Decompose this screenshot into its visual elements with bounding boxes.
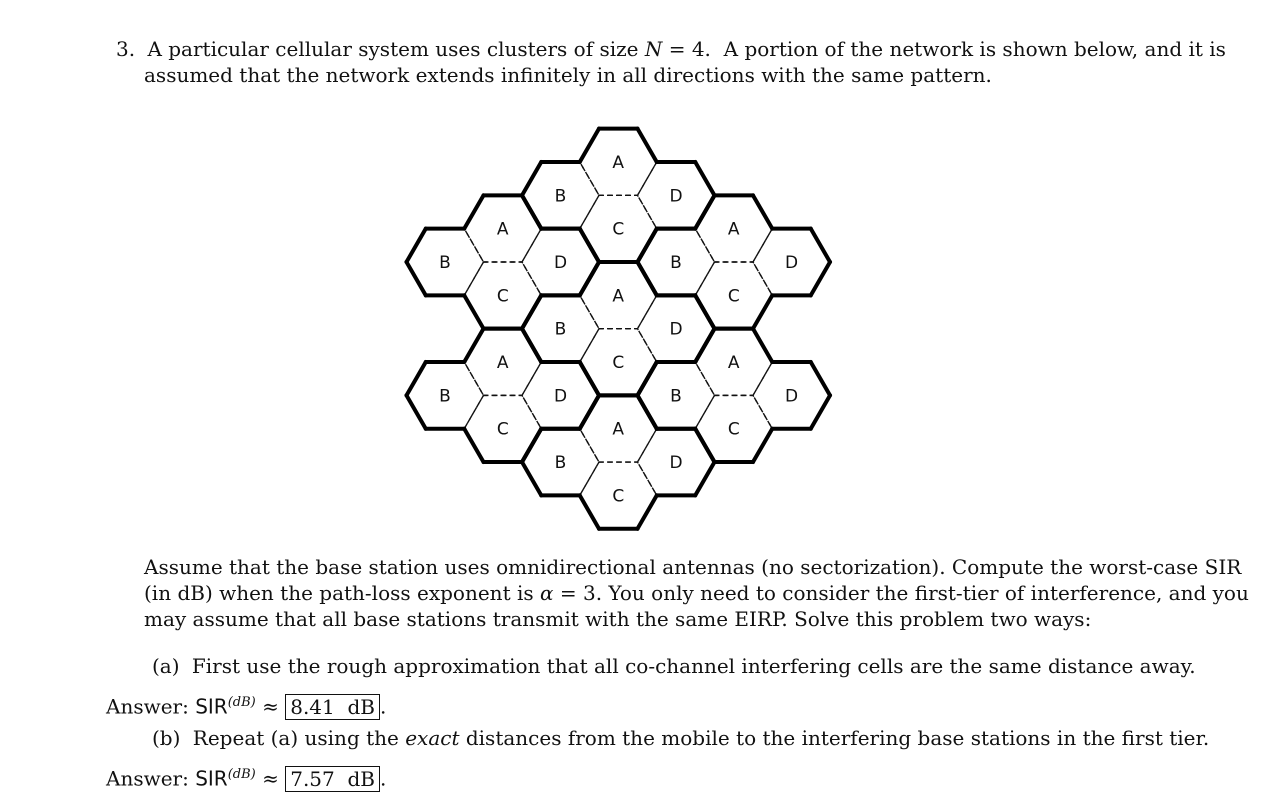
hex-cell-label: C bbox=[612, 219, 625, 240]
hex-cell-label: B bbox=[439, 253, 451, 273]
part-b-label: (b) bbox=[152, 726, 181, 750]
hex-cell-label: D bbox=[784, 253, 799, 273]
cluster-edge bbox=[753, 329, 772, 362]
part-b-emph: exact bbox=[405, 726, 460, 750]
hex-cell-label: D bbox=[669, 319, 683, 340]
hex-cell-label: B bbox=[670, 386, 682, 407]
cluster-edge bbox=[580, 129, 599, 162]
hex-cell-label: B bbox=[554, 453, 567, 474]
cluster-edge bbox=[522, 295, 541, 328]
body-line3: may assume that all base stations transmit with the same EIRP. Solve this problem two ways: bbox=[144, 607, 1092, 631]
hex-cell-label: A bbox=[612, 286, 625, 307]
cluster-edge bbox=[580, 262, 599, 295]
cluster-edge bbox=[580, 495, 599, 528]
part-b-question bbox=[152, 725, 1209, 751]
cluster-edge bbox=[695, 429, 714, 462]
cluster-edge bbox=[464, 195, 483, 228]
cluster-edge bbox=[811, 229, 830, 262]
hex-cell-label: A bbox=[727, 353, 740, 374]
cluster-edge bbox=[811, 395, 830, 428]
hex-cells bbox=[407, 129, 831, 529]
cluster-edge bbox=[464, 295, 483, 328]
cluster-edge bbox=[811, 362, 830, 395]
cluster-edge bbox=[695, 195, 714, 228]
cluster-edge bbox=[522, 462, 541, 495]
cluster-edge bbox=[522, 329, 541, 362]
body-line2 bbox=[144, 580, 1249, 606]
cluster-edge bbox=[638, 129, 657, 162]
cluster-edge bbox=[638, 395, 657, 428]
cluster-edge bbox=[407, 362, 426, 395]
hex-cell-label: D bbox=[553, 253, 568, 273]
part-a-text: First use the rough approximation that all co-channel interfering cells are the same distance away. bbox=[191, 654, 1196, 678]
hex-cell-label: B bbox=[554, 319, 567, 340]
cluster-edge bbox=[811, 262, 830, 295]
hex-cell-label: A bbox=[496, 219, 509, 240]
hex-cell-label: D bbox=[669, 453, 683, 474]
approx-b: ≈ bbox=[262, 766, 279, 791]
var-alpha: α bbox=[539, 581, 554, 605]
part-b-text-a: Repeat (a) using the bbox=[192, 726, 406, 750]
hex-cell-label: D bbox=[669, 186, 683, 207]
cluster-edge bbox=[407, 229, 426, 262]
cluster-edge bbox=[695, 329, 714, 362]
part-a-label: (a) bbox=[152, 654, 180, 678]
cluster-edge bbox=[753, 429, 772, 462]
intro-text-b: A portion of the network is shown below, and it is bbox=[710, 37, 1226, 61]
cluster-edge bbox=[464, 329, 483, 362]
body-line2-a: (in dB) when the path-loss exponent is bbox=[144, 581, 540, 605]
answer-a-trail: . bbox=[379, 694, 387, 719]
body-line1: Assume that the base station uses omnidirectional antennas (no sectorization). Compute the worst-case SIR bbox=[144, 555, 1242, 579]
cluster-edge bbox=[407, 395, 426, 428]
answer-b-value: 7.57 dB bbox=[285, 766, 380, 792]
problem-number: 3. bbox=[116, 37, 136, 61]
part-b-answer bbox=[106, 762, 386, 792]
cluster-edge bbox=[638, 495, 657, 528]
cluster-edge bbox=[580, 362, 599, 395]
cluster-edge bbox=[638, 229, 657, 262]
hex-cell-label: D bbox=[784, 386, 799, 407]
hex-cell-label: C bbox=[612, 486, 625, 507]
hex-cell-label: D bbox=[553, 386, 568, 407]
cluster-edge bbox=[464, 429, 483, 462]
hex-cell-label: C bbox=[612, 353, 625, 374]
hex-cell-label: C bbox=[496, 419, 509, 440]
cluster-edge bbox=[753, 195, 772, 228]
cluster-edge bbox=[695, 462, 714, 495]
cluster-edge bbox=[522, 195, 541, 228]
hex-cell-label: A bbox=[612, 419, 625, 440]
sir-a-sup: (dB) bbox=[227, 695, 256, 710]
hex-cell-label: B bbox=[439, 386, 451, 407]
cluster-edge bbox=[522, 162, 541, 195]
hex-cell-label: C bbox=[496, 286, 509, 307]
part-a-answer bbox=[106, 690, 386, 720]
intro-eq: = 4. bbox=[662, 37, 711, 61]
var-n: N bbox=[644, 37, 663, 61]
cluster-edge bbox=[580, 229, 599, 262]
sir-a: SIR bbox=[195, 694, 228, 719]
part-a-question bbox=[152, 653, 1196, 679]
hex-cell-label: A bbox=[496, 353, 509, 374]
hex-cell-label: C bbox=[727, 286, 740, 307]
answer-b-trail: . bbox=[379, 766, 387, 791]
sir-b: SIR bbox=[195, 766, 228, 791]
cluster-edge bbox=[753, 295, 772, 328]
answer-a-value: 8.41 dB bbox=[285, 694, 380, 720]
hex-cell-label: A bbox=[612, 152, 625, 173]
intro-text-a: A particular cellular system uses clusters of size bbox=[147, 37, 645, 61]
cluster-edge bbox=[638, 362, 657, 395]
cluster-edge bbox=[407, 262, 426, 295]
cluster-edge bbox=[522, 429, 541, 462]
cluster-edge bbox=[695, 162, 714, 195]
problem-intro-line2: assumed that the network extends infinitely in all directions with the same pattern. bbox=[144, 63, 992, 87]
answer-a-prefix: Answer: bbox=[106, 694, 189, 719]
hex-cell-label: C bbox=[727, 419, 740, 440]
cluster-edge bbox=[638, 262, 657, 295]
cluster-edge bbox=[695, 295, 714, 328]
hex-cell-label: B bbox=[670, 253, 682, 273]
answer-b-prefix: Answer: bbox=[106, 766, 189, 791]
part-b-text-b: distances from the mobile to the interfering base stations in the first tier. bbox=[459, 726, 1210, 750]
cluster-edge bbox=[580, 395, 599, 428]
sir-b-sup: (dB) bbox=[227, 767, 256, 782]
hex-cell-label: A bbox=[727, 219, 740, 240]
body-line2-b: = 3. You only need to consider the first-tier of interference, and you bbox=[553, 581, 1249, 605]
hex-cell-label: B bbox=[554, 186, 567, 207]
approx-a: ≈ bbox=[262, 694, 279, 719]
